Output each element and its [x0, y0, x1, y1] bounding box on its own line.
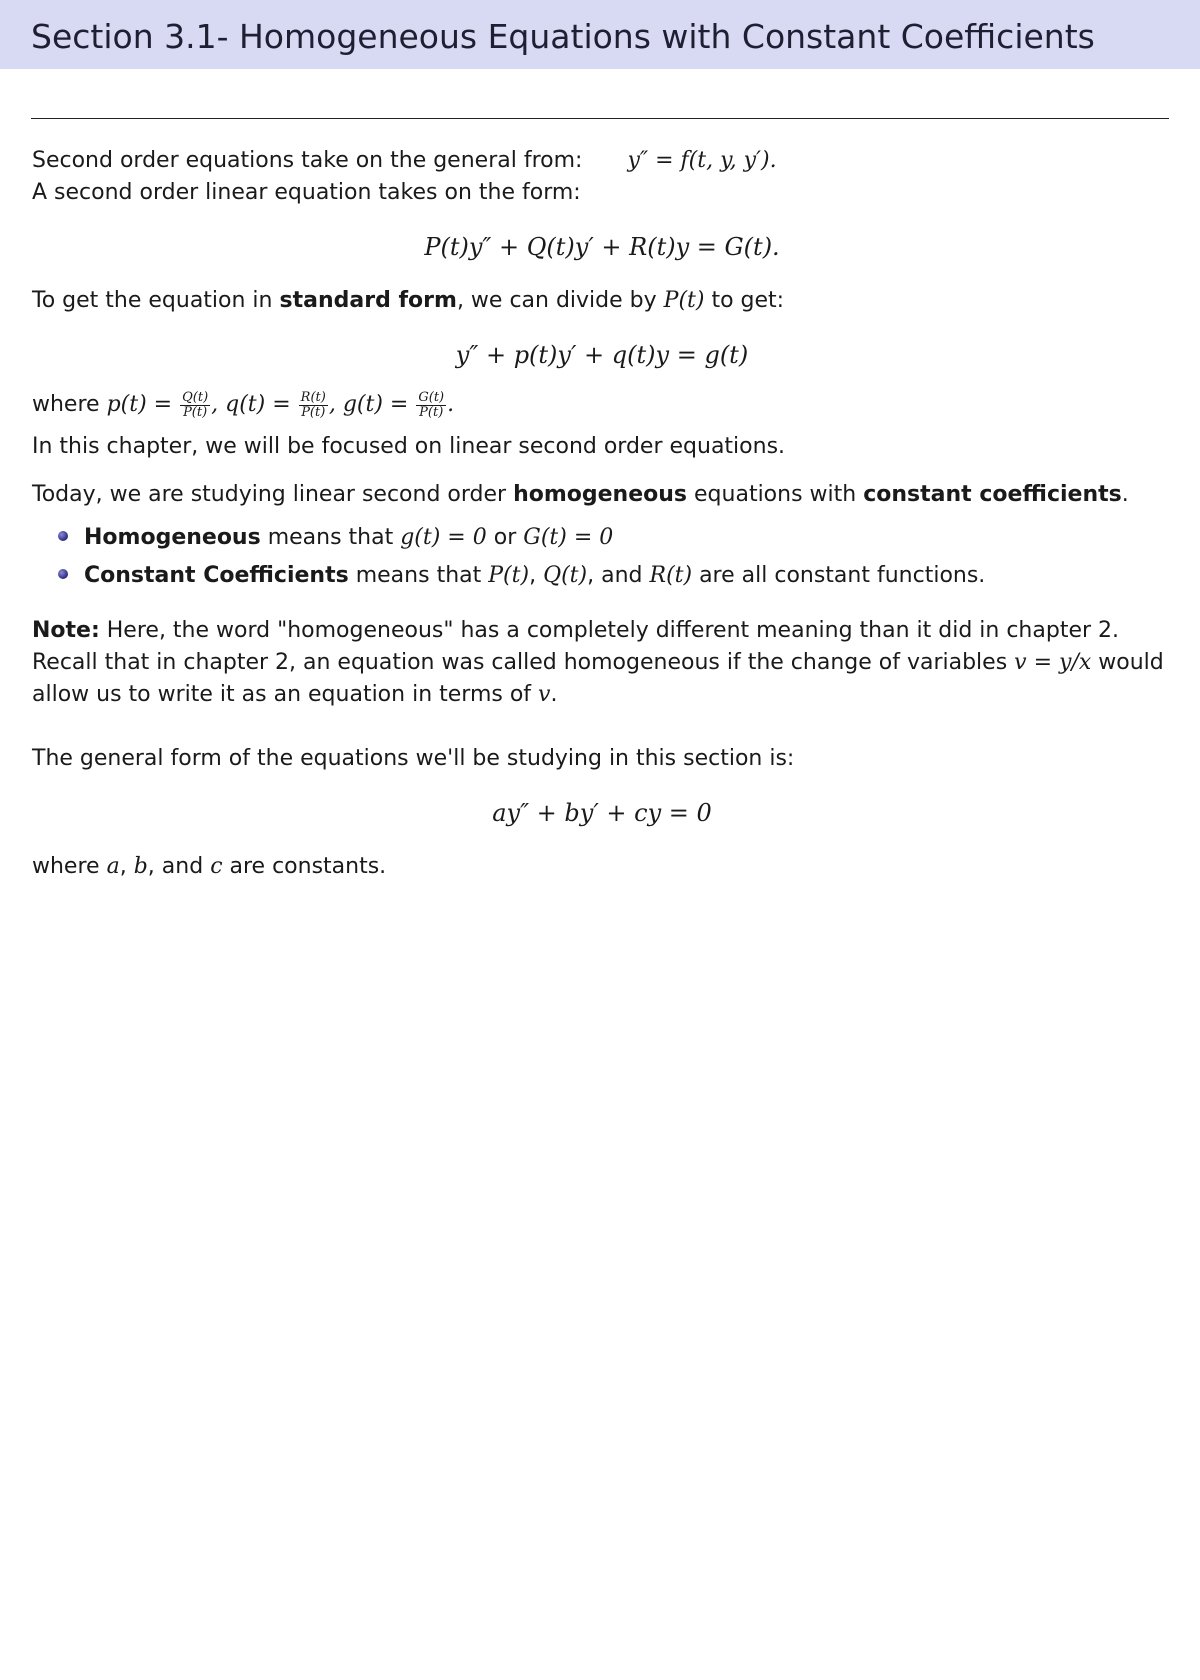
standard-equation: y″ + p(t)y′ + q(t)y = g(t)	[455, 341, 749, 369]
bullet-math: P(t)	[488, 563, 530, 588]
slide-header	[0, 0, 1200, 69]
bullet-icon	[58, 569, 68, 579]
note-text-3: allow us to write it as an equation in terms of	[32, 682, 532, 707]
note-line-1	[32, 615, 1172, 647]
note-line-3	[32, 679, 1172, 711]
coefficient-definitions: where p(t) = $\frac{Q(t)}{P(t)}$ , q(t) = $\frac{R(t)}{P(t)}$ , g(t) = $\frac{G(t)}{P(t)}$ .	[32, 389, 455, 420]
general-equation: ay″ + by′ + cy = 0	[492, 799, 712, 827]
note-label: Note:	[32, 618, 100, 643]
bullet-text: means that	[355, 563, 482, 588]
p-lhs: p(t) =	[106, 392, 173, 417]
g-lhs: g(t) =	[342, 392, 409, 417]
constants-post: are constants.	[229, 854, 387, 879]
constant-b: b	[133, 854, 148, 879]
general-form-math: y″ = f(t, y, y′).	[627, 148, 777, 173]
today-mid: equations with	[694, 482, 857, 507]
general-intro: The general form of the equations we'll be studying in this section is:	[32, 746, 795, 771]
note-text-3-post: .	[550, 682, 558, 707]
standard-form-line	[32, 285, 1172, 317]
linear-form-line: A second order linear equation takes on the form:	[32, 180, 581, 205]
note-line-2	[32, 647, 1172, 679]
constants-line: where a, b, and c are constants.	[32, 854, 387, 879]
bullet-bold: Constant Coefficients	[84, 563, 349, 588]
g-numerator: G(t)	[418, 389, 445, 405]
g-denominator: P(t)	[419, 404, 444, 420]
today-bold-homogeneous: homogeneous	[513, 482, 688, 507]
p-numerator: Q(t)	[182, 389, 209, 405]
bullet-math: R(t)	[649, 563, 693, 588]
g-fraction	[416, 391, 446, 420]
p-fraction	[180, 391, 210, 420]
bullet-or: or	[493, 525, 517, 550]
constant-a: a	[106, 854, 120, 879]
standard-form-bold: standard form	[279, 288, 457, 313]
constant-c: c	[210, 854, 223, 879]
constants-pre: where	[32, 854, 100, 879]
note-math-3: v	[538, 682, 551, 707]
linear-equation: P(t)y″ + Q(t)y′ + R(t)y = G(t).	[424, 233, 780, 261]
bullet-tail: are all constant functions.	[699, 563, 986, 588]
list-item	[32, 519, 1172, 557]
note-text-2: Recall that in chapter 2, an equation was called homogeneous if the change of variables	[32, 650, 1008, 675]
bullet-math: g(t) = 0	[400, 525, 487, 550]
q-denominator: P(t)	[301, 404, 326, 420]
standard-form-pre: To get the equation in	[32, 288, 273, 313]
slide-content	[32, 145, 1172, 883]
q-numerator: R(t)	[300, 389, 326, 405]
note-text-2-post: would	[1098, 650, 1164, 675]
q-fraction	[299, 391, 328, 420]
chapter-note: In this chapter, we will be focused on linear second order equations.	[32, 434, 786, 459]
bullet-math: Q(t)	[543, 563, 588, 588]
divider-rule	[31, 118, 1169, 119]
slide-title: Section 3.1- Homogeneous Equations with Constant Coefficients	[31, 17, 1095, 56]
standard-form-mid: , we can divide by	[456, 288, 657, 313]
list-item: Constant Coefficients means that P(t), Q(t), and R(t) are all constant functions.	[32, 557, 1172, 595]
constants-and: and	[161, 854, 204, 879]
where-word: where	[32, 392, 100, 417]
general-form-text: Second order equations take on the general from:	[32, 148, 583, 173]
definition-list	[32, 519, 1172, 595]
bullet-and: and	[601, 563, 643, 588]
today-bold-constant: constant coefficients	[863, 482, 1122, 507]
today-line	[32, 479, 1172, 511]
note-block	[32, 615, 1172, 711]
today-post: .	[1121, 482, 1129, 507]
bullet-text: means that	[267, 525, 394, 550]
general-form-line	[32, 145, 1172, 177]
bullet-math: G(t) = 0	[523, 525, 614, 550]
standard-form-post: to get:	[711, 288, 785, 313]
note-math-2: v = y/x	[1014, 650, 1092, 675]
standard-form-math: P(t)	[663, 288, 705, 313]
bullet-icon	[58, 531, 68, 541]
q-lhs: q(t) =	[225, 392, 291, 417]
p-denominator: P(t)	[183, 404, 208, 420]
note-text-1: Here, the word "homogeneous" has a completely different meaning than it did in chapter 2.	[106, 618, 1120, 643]
today-pre: Today, we are studying linear second order	[32, 482, 507, 507]
bullet-bold: Homogeneous	[84, 525, 261, 550]
